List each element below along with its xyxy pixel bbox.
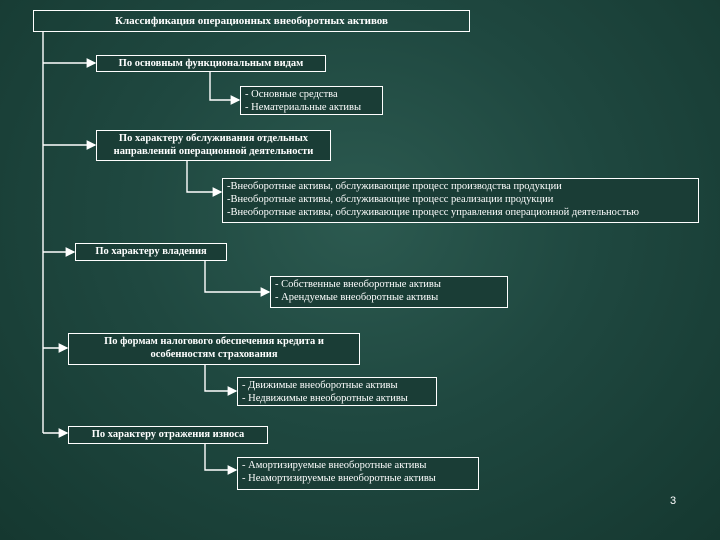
category-ownership: По характеру владения xyxy=(75,243,227,261)
leaf-ownership xyxy=(205,261,269,292)
item-sales: -Внеоборотные активы, обслуживающие процесс реализации продукции xyxy=(227,194,554,205)
items-depreciation xyxy=(237,457,479,490)
items-ownership xyxy=(270,276,508,308)
category-functional-types: По основным функциональным видам xyxy=(96,55,326,72)
diagram-title: Классификация операционных внеоборотных активов xyxy=(33,10,470,32)
item-nondepreciable-assets: - Неамортизируемые внеоборотные активы xyxy=(242,473,436,484)
category-depreciation: По характеру отражения износа xyxy=(68,426,268,444)
leaf-tax xyxy=(205,365,236,391)
item-depreciable-assets: - Амортизируемые внеоборотные активы xyxy=(242,460,427,471)
item-own-assets: - Собственные внеоборотные активы xyxy=(275,279,441,290)
page-number: 3 xyxy=(670,495,677,507)
item-leased-assets: - Арендуемые внеоборотные активы xyxy=(275,292,439,303)
items-service-character xyxy=(222,178,699,223)
leaf-depreciation xyxy=(205,444,236,470)
category-tax-insurance: По формам налогового обеспечения кредита и особенностям страхования xyxy=(68,333,360,365)
item-intangible-assets: - Нематериальные активы xyxy=(245,102,362,113)
item-movable-assets: - Движимые внеоборотные активы xyxy=(242,380,398,391)
item-production: -Внеоборотные активы, обслуживающие процесс производства продукции xyxy=(227,181,562,192)
items-functional-types xyxy=(240,86,383,115)
item-fixed-assets: - Основные средства xyxy=(245,89,338,100)
items-tax-insurance xyxy=(237,377,437,406)
item-management: -Внеоборотные активы, обслуживающие процесс управления операционной деятельностью xyxy=(227,207,639,218)
item-immovable-assets: - Недвижимые внеоборотные активы xyxy=(242,393,408,404)
category-service-character: По характеру обслуживания отдельных направлений операционной деятельности xyxy=(96,130,331,161)
leaf-functional xyxy=(210,72,239,100)
leaf-service xyxy=(187,161,221,192)
